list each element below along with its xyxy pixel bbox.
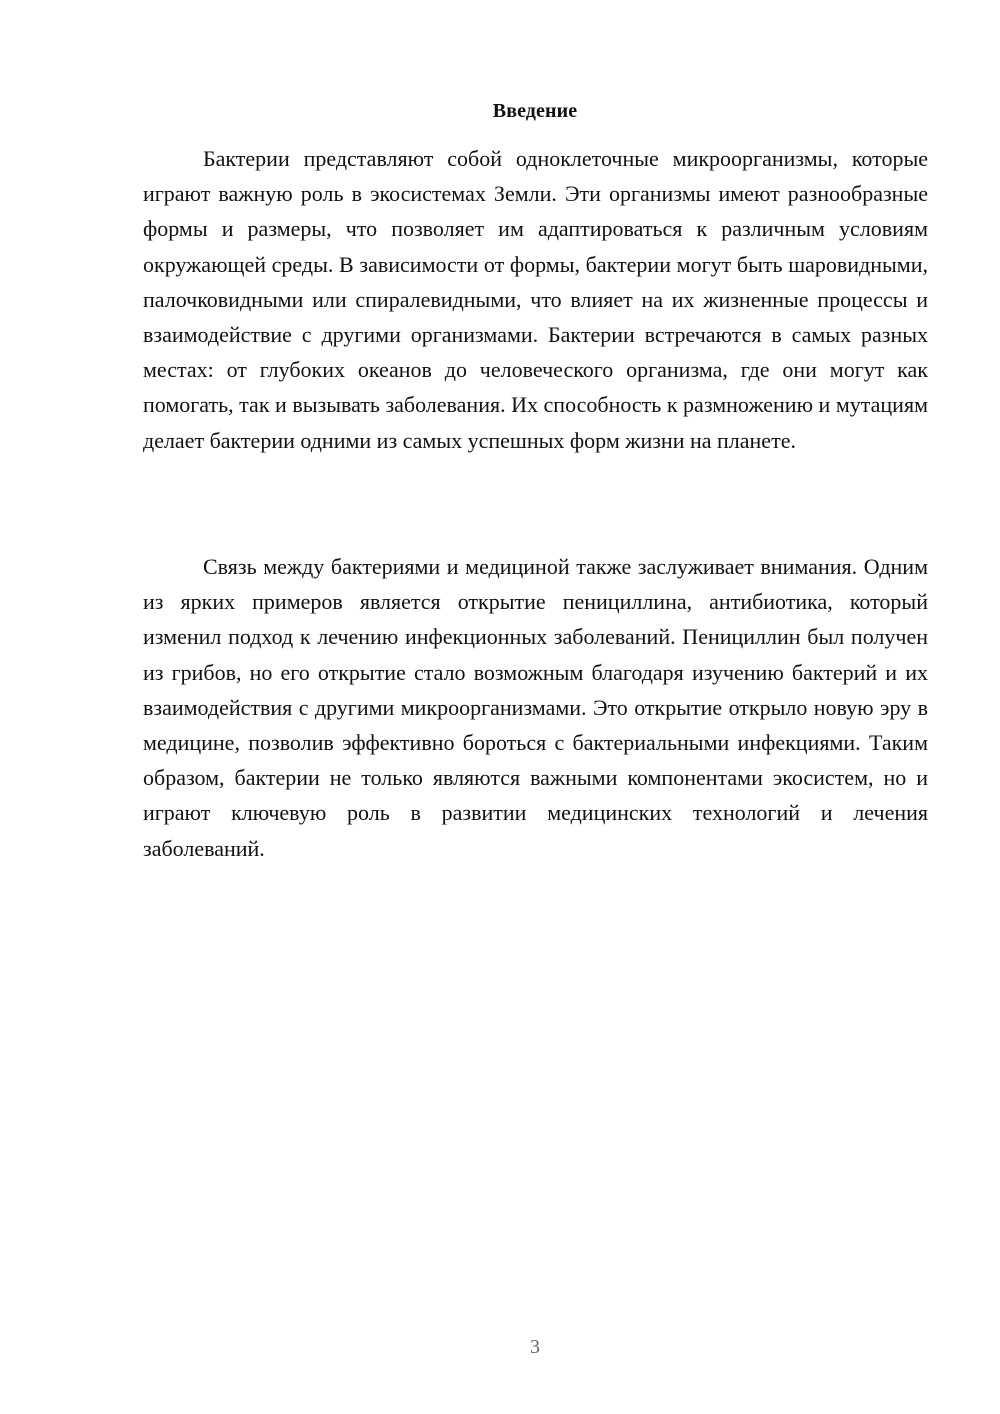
- paragraph-bacteria-medicine: Связь между бактериями и медициной также заслуживает внимания. Одним из ярких примеров является открытие пенициллина, антибиотика, который изменил подход к лечению инфекционных заболеваний. Пенициллин был получен из грибов, но его открытие стало возможным благодаря изучению бактерий и их взаимодействия с другими микроорганизмами. Это открытие открыло новую эру в медицине, позволив эффективно бороться с бактериальными инфекциями. Таким образом, бактерии не только являются важными компонентами экосистем, но и играют ключевую роль в развитии медицинских технологий и лечения заболеваний.: [143, 554, 928, 861]
- page-number: 3: [530, 1336, 540, 1358]
- paragraph-bacteria-overview: Бактерии представляют собой одноклеточные микроорганизмы, которые играют важную роль в экосистемах Земли. Эти организмы имеют разнообразные формы и размеры, что позволяет им адаптироваться к различным условиям окружающей среды. В зависимости от формы, бактерии могут быть шаровидными, палочковидными или спиралевидными, что влияет на их жизненные процессы и взаимодействие с другими организмами. Бактерии встречаются в самых разных местах: от глубоких океанов до человеческого организма, где они могут как помогать, так и вызывать заболевания. Их способность к размножению и мутациям делает бактерии одними из самых успешных форм жизни на планете.: [143, 146, 928, 453]
- section-heading: Введение: [492, 100, 578, 122]
